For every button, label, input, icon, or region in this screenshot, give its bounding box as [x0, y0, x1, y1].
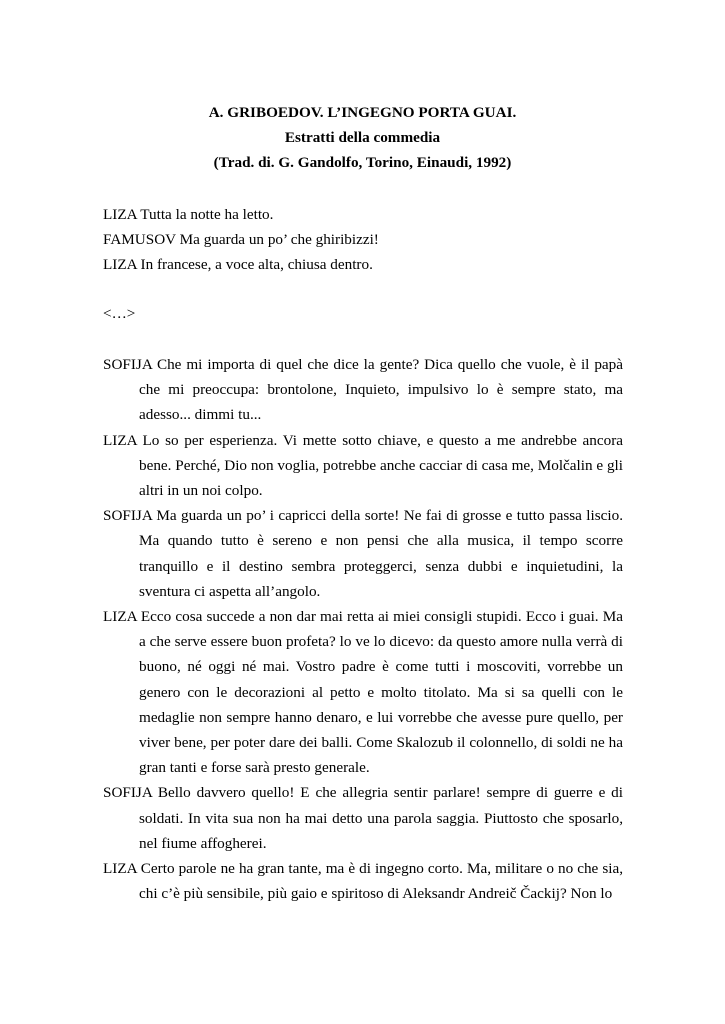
speaker-name: LIZA — [103, 860, 137, 878]
dialogue-text: Lo so per esperienza. Vi mette sotto chiave, e questo a me andrebbe ancora bene. Perché, Dio non voglia, potrebbe anche cacciar di casa me, Molčalin e gli altri in un noi colpo. — [139, 431, 624, 500]
dialogue-paragraph — [103, 780, 623, 856]
speaker-name: LIZA — [103, 206, 137, 223]
omission-marker: <…> — [103, 305, 136, 322]
speaker-name: LIZA — [103, 431, 137, 449]
dialogue-text: In francese, a voce alta, chiusa dentro. — [140, 256, 373, 273]
speaker-name: SOFIJA — [103, 356, 152, 373]
speaker-name: FAMUSOV — [103, 231, 176, 248]
dialogue-paragraph — [103, 604, 623, 780]
speaker-name: LIZA — [103, 256, 137, 273]
dialogue-paragraph — [103, 503, 623, 604]
dialogue-line — [103, 252, 623, 277]
dialogue-line — [103, 202, 623, 227]
dialogue-text: Ma guarda un po’ che ghiribizzi! — [179, 231, 379, 248]
document-title: A. GRIBOEDOV. L’INGEGNO PORTA GUAI. — [208, 104, 517, 121]
dialogue-text: Che mi importa di quel che dice la gente? Dica quello che vuole, è il papà che mi preoccupa: brontolone, Inquieto, impulsivo lo è sempre stato, ma adesso... dimmi tu... — [139, 356, 624, 424]
dialogue-text: Certo parole ne ha gran tante, ma è di ingegno corto. Ma, militare o no che sia, chi c’è più sensibile, più gaio e spiritoso di Aleksandr Andreič Čackij? Non lo — [139, 860, 623, 903]
dialogue-text: Bello davvero quello! E che allegria sentir parlare! sempre di guerre e di soldati. In vita sua non ha mai detto una parola saggia. Piuttosto che sposarlo, nel fiume affogherei. — [139, 784, 623, 852]
opening-dialogue — [103, 202, 623, 277]
title-block — [0, 100, 725, 175]
speaker-name: LIZA — [103, 608, 137, 626]
dialogue-paragraph — [103, 856, 623, 906]
dialogue-paragraph — [103, 352, 623, 428]
dialogue-text: Ma guarda un po’ i capricci della sorte! Ne fai di grosse e tutto passa liscio. Ma quando tutto è sereno e non pensi che alla musica, il tempo scorre tranquillo e il destino sembra proteggerci, senza dubbi e inquietudini, la sventura ci aspetta all’angolo. — [139, 507, 623, 600]
translation-credit: (Trad. di. G. Gandolfo, Torino, Einaudi, 1992) — [213, 154, 512, 171]
dialogue-text: Ecco cosa succede a non dar mai retta ai miei consigli stupidi. Ecco i guai. Ma a che serve essere buon profeta? lo ve lo dicevo: da questo amore nulla verrà di buono, né oggi né mai. Vostro padre è come tutti i moscoviti, vorrebbe un genero con le decorazioni al petto e molto titolato. Ma si sa quelli con le medaglie non sempre hanno denaro, e lui vorrebbe che avesse pure quello, per viver bene, per poter dare dei balli. Come Skalozub il colonnello, di soldi ne ha gran tanti e forse sarà presto generale. — [139, 608, 623, 777]
document-subtitle: Estratti della commedia — [284, 129, 441, 146]
speaker-name: SOFIJA — [103, 784, 152, 802]
speaker-name: SOFIJA — [103, 507, 152, 525]
dialogue-line — [103, 227, 623, 252]
main-dialogue — [103, 352, 623, 906]
dialogue-text: Tutta la notte ha letto. — [140, 206, 274, 223]
dialogue-paragraph — [103, 428, 623, 504]
